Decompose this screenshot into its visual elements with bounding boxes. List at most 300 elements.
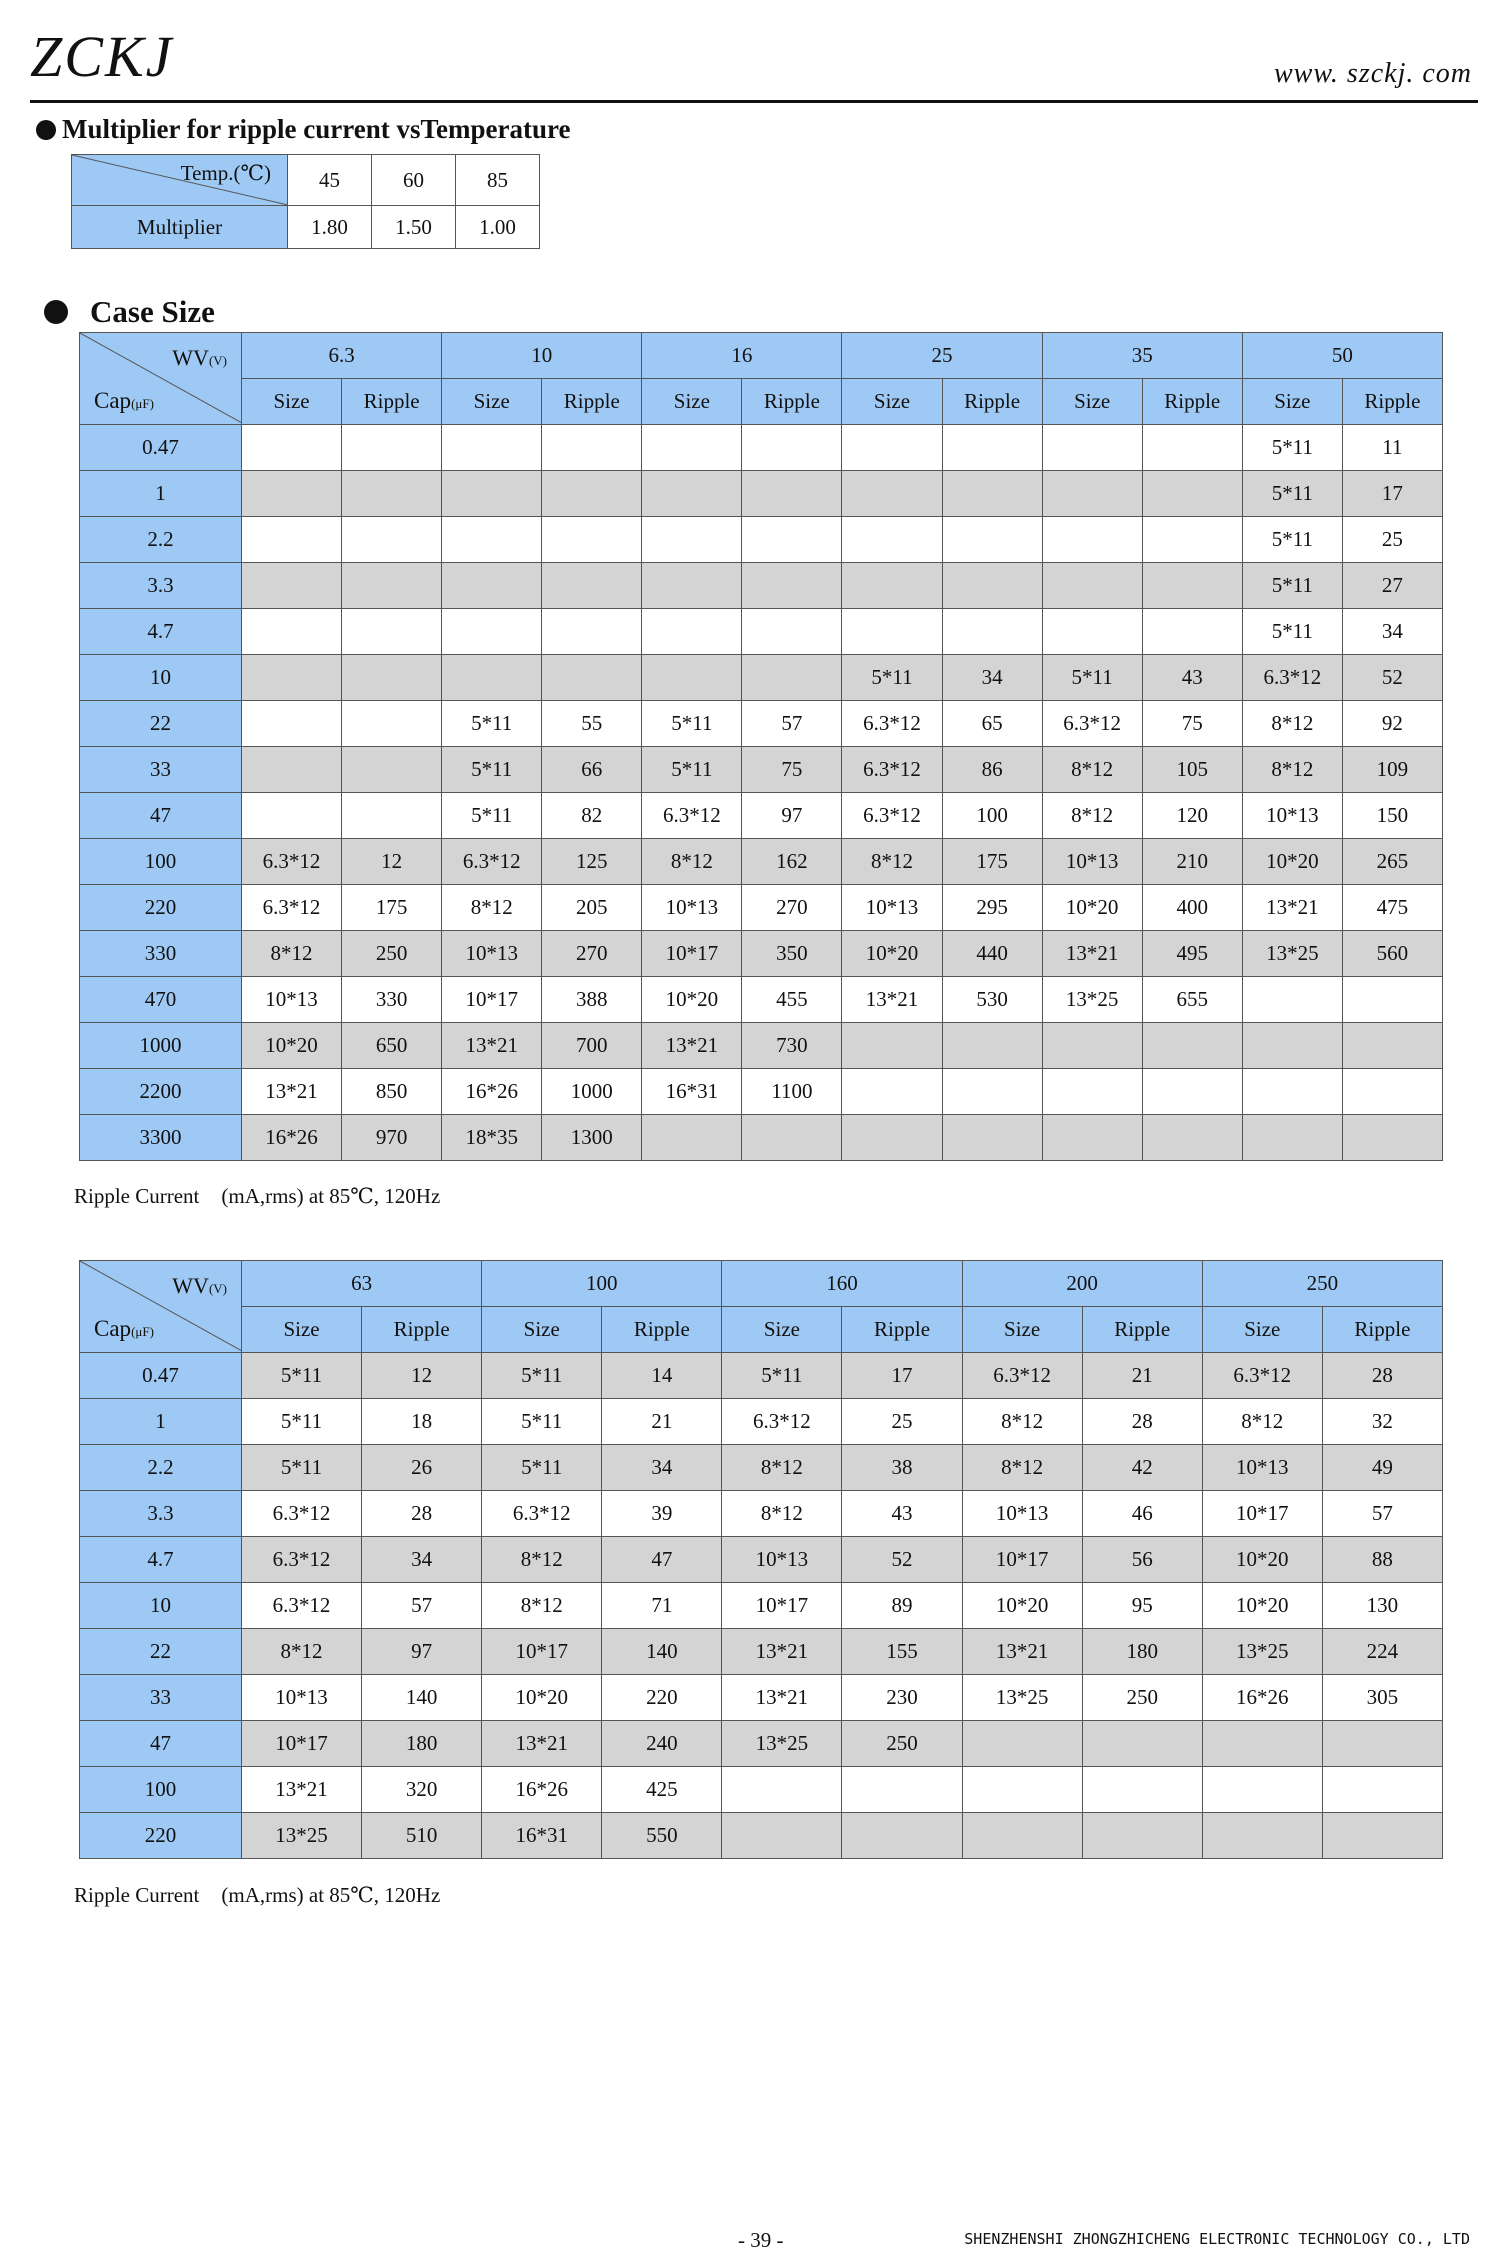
ripple-note-1	[74, 1184, 440, 1209]
ripple-cell: 109	[1342, 747, 1442, 793]
ripple-cell: 1300	[542, 1115, 642, 1161]
size-cell: 10*20	[242, 1023, 342, 1069]
capacitance-cell: 1000	[80, 1023, 242, 1069]
size-cell: 6.3*12	[1042, 701, 1142, 747]
size-column-header: Size	[642, 379, 742, 425]
ripple-cell: 18	[362, 1399, 482, 1445]
temp-cell: 45	[288, 155, 372, 206]
size-cell: 6.3*12	[482, 1491, 602, 1537]
size-cell	[242, 563, 342, 609]
table-row	[80, 1115, 1443, 1161]
ripple-cell	[342, 609, 442, 655]
table-row	[80, 517, 1443, 563]
size-column-header: Size	[482, 1307, 602, 1353]
size-cell: 6.3*12	[242, 839, 342, 885]
ripple-cell	[942, 1069, 1042, 1115]
ripple-note-label: Ripple Current	[74, 1184, 200, 1208]
ripple-cell: 52	[842, 1537, 962, 1583]
size-column-header: Size	[1202, 1307, 1322, 1353]
capacitance-cell: 100	[80, 1767, 242, 1813]
ripple-cell: 250	[1082, 1675, 1202, 1721]
ripple-cell: 700	[542, 1023, 642, 1069]
size-cell: 13*21	[842, 977, 942, 1023]
ripple-cell	[1142, 1115, 1242, 1161]
ripple-cell: 305	[1322, 1675, 1442, 1721]
table-row	[80, 977, 1443, 1023]
size-cell	[442, 609, 542, 655]
size-cell: 10*20	[962, 1583, 1082, 1629]
company-name: SHENZHENSHI ZHONGZHICHENG ELECTRONIC TECHNOLOGY CO., LTD	[964, 2230, 1470, 2248]
ripple-cell	[542, 655, 642, 701]
ripple-cell	[1142, 1069, 1242, 1115]
size-cell: 10*20	[1202, 1583, 1322, 1629]
size-cell: 5*11	[242, 1445, 362, 1491]
header-divider	[30, 100, 1478, 103]
size-cell: 8*12	[962, 1445, 1082, 1491]
ripple-cell	[742, 471, 842, 517]
capacitance-cell: 2200	[80, 1069, 242, 1115]
ripple-cell: 230	[842, 1675, 962, 1721]
ripple-cell	[1082, 1721, 1202, 1767]
table-row	[80, 1629, 1443, 1675]
size-cell: 6.3*12	[842, 793, 942, 839]
table-row	[80, 1353, 1443, 1399]
size-cell: 10*20	[482, 1675, 602, 1721]
table-row	[80, 793, 1443, 839]
ripple-cell: 295	[942, 885, 1042, 931]
ripple-cell: 650	[342, 1023, 442, 1069]
ripple-cell: 970	[342, 1115, 442, 1161]
size-cell	[242, 609, 342, 655]
wv-label	[172, 345, 227, 371]
size-cell: 10*13	[442, 931, 542, 977]
ripple-cell	[742, 563, 842, 609]
table-row	[80, 1537, 1443, 1583]
ripple-cell: 240	[602, 1721, 722, 1767]
ripple-cell: 56	[1082, 1537, 1202, 1583]
ripple-cell: 52	[1342, 655, 1442, 701]
size-cell: 6.3*12	[842, 701, 942, 747]
ripple-cell: 495	[1142, 931, 1242, 977]
bullet-icon	[36, 120, 56, 140]
size-cell	[442, 563, 542, 609]
size-cell: 8*12	[1202, 1399, 1322, 1445]
size-cell: 6.3*12	[242, 885, 342, 931]
ripple-cell: 26	[362, 1445, 482, 1491]
ripple-cell	[942, 1115, 1042, 1161]
size-cell: 10*17	[722, 1583, 842, 1629]
size-cell: 5*11	[722, 1353, 842, 1399]
ripple-cell	[542, 609, 642, 655]
size-cell: 8*12	[842, 839, 942, 885]
size-cell: 13*21	[242, 1767, 362, 1813]
capacitance-cell: 4.7	[80, 1537, 242, 1583]
ripple-cell	[942, 609, 1042, 655]
ripple-cell	[742, 517, 842, 563]
voltage-header: 200	[962, 1261, 1202, 1307]
size-cell: 5*11	[442, 701, 542, 747]
ripple-cell: 57	[1322, 1491, 1442, 1537]
table-row	[80, 1583, 1443, 1629]
size-cell	[242, 425, 342, 471]
ripple-cell: 175	[942, 839, 1042, 885]
ripple-cell: 97	[742, 793, 842, 839]
table-row	[80, 1399, 1443, 1445]
size-cell: 8*12	[242, 931, 342, 977]
multiplier-section-title	[36, 114, 570, 145]
voltage-header: 50	[1242, 333, 1442, 379]
website-url: www. szckj. com	[1273, 58, 1472, 89]
size-cell: 6.3*12	[842, 747, 942, 793]
voltage-header: 100	[482, 1261, 722, 1307]
ripple-cell	[942, 517, 1042, 563]
size-cell: 5*11	[482, 1399, 602, 1445]
ripple-column-header: Ripple	[742, 379, 842, 425]
size-cell: 10*17	[482, 1629, 602, 1675]
ripple-cell: 250	[342, 931, 442, 977]
multiplier-table	[71, 154, 540, 249]
size-cell	[1042, 1115, 1142, 1161]
ripple-cell: 105	[1142, 747, 1242, 793]
size-cell	[842, 517, 942, 563]
ripple-cell: 400	[1142, 885, 1242, 931]
size-cell: 13*21	[242, 1069, 342, 1115]
ripple-cell: 125	[542, 839, 642, 885]
cap-label	[94, 388, 154, 414]
size-cell: 16*26	[482, 1767, 602, 1813]
cap-unit: (μF)	[131, 396, 154, 411]
capacitance-cell: 22	[80, 701, 242, 747]
ripple-column-header: Ripple	[362, 1307, 482, 1353]
ripple-cell	[542, 517, 642, 563]
ripple-cell	[342, 793, 442, 839]
size-cell: 13*21	[1242, 885, 1342, 931]
ripple-cell: 32	[1322, 1399, 1442, 1445]
size-cell: 8*12	[722, 1445, 842, 1491]
ripple-cell: 180	[1082, 1629, 1202, 1675]
size-cell: 13*21	[482, 1721, 602, 1767]
size-cell: 8*12	[1242, 747, 1342, 793]
ripple-cell: 440	[942, 931, 1042, 977]
multiplier-title-text: Multiplier for ripple current vsTemperature	[62, 114, 571, 144]
ripple-cell: 530	[942, 977, 1042, 1023]
temp-cell: 60	[372, 155, 456, 206]
size-cell	[642, 517, 742, 563]
capacitance-cell: 4.7	[80, 609, 242, 655]
ripple-cell	[542, 425, 642, 471]
ripple-column-header: Ripple	[342, 379, 442, 425]
size-cell: 6.3*12	[242, 1583, 362, 1629]
ripple-cell	[942, 563, 1042, 609]
size-cell	[1042, 471, 1142, 517]
size-cell: 10*17	[442, 977, 542, 1023]
voltage-header: 35	[1042, 333, 1242, 379]
cap-label	[94, 1316, 154, 1342]
ripple-cell	[342, 517, 442, 563]
ripple-cell: 25	[1342, 517, 1442, 563]
size-cell: 5*11	[442, 793, 542, 839]
ripple-cell: 510	[362, 1813, 482, 1859]
size-cell	[842, 563, 942, 609]
size-cell	[722, 1767, 842, 1813]
capacitance-cell: 220	[80, 885, 242, 931]
size-column-header: Size	[1042, 379, 1142, 425]
size-column-header: Size	[722, 1307, 842, 1353]
ripple-column-header: Ripple	[1142, 379, 1242, 425]
ripple-cell: 17	[842, 1353, 962, 1399]
ripple-note-condition: (mA,rms) at 85℃, 120Hz	[221, 1184, 441, 1208]
ripple-cell: 162	[742, 839, 842, 885]
size-cell	[642, 425, 742, 471]
ripple-cell: 425	[602, 1767, 722, 1813]
ripple-cell: 155	[842, 1629, 962, 1675]
ripple-cell	[842, 1767, 962, 1813]
ripple-cell: 224	[1322, 1629, 1442, 1675]
ripple-cell: 120	[1142, 793, 1242, 839]
ripple-cell: 46	[1082, 1491, 1202, 1537]
size-cell	[1042, 563, 1142, 609]
capacitance-cell: 33	[80, 747, 242, 793]
ripple-cell: 330	[342, 977, 442, 1023]
size-cell	[842, 425, 942, 471]
size-cell: 13*21	[642, 1023, 742, 1069]
size-cell: 16*26	[442, 1069, 542, 1115]
ripple-cell: 475	[1342, 885, 1442, 931]
ripple-cell	[1142, 1023, 1242, 1069]
size-cell: 6.3*12	[962, 1353, 1082, 1399]
cap-unit: (μF)	[131, 1324, 154, 1339]
ripple-cell: 86	[942, 747, 1042, 793]
table-row	[80, 931, 1443, 977]
ripple-cell: 205	[542, 885, 642, 931]
size-cell: 13*25	[242, 1813, 362, 1859]
size-cell	[242, 471, 342, 517]
size-cell: 5*11	[1242, 517, 1342, 563]
capacitance-cell: 33	[80, 1675, 242, 1721]
ripple-cell: 55	[542, 701, 642, 747]
size-cell: 10*17	[642, 931, 742, 977]
wv-label	[172, 1273, 227, 1299]
size-cell	[842, 1023, 942, 1069]
capacitance-cell: 330	[80, 931, 242, 977]
capacitance-cell: 0.47	[80, 425, 242, 471]
size-cell	[1202, 1767, 1322, 1813]
ripple-cell: 455	[742, 977, 842, 1023]
size-cell	[642, 471, 742, 517]
temp-cell: 85	[456, 155, 540, 206]
size-cell	[842, 609, 942, 655]
ripple-cell: 34	[602, 1445, 722, 1491]
ripple-cell	[1322, 1767, 1442, 1813]
temp-label: Temp.(℃)	[180, 161, 271, 185]
size-column-header: Size	[442, 379, 542, 425]
ripple-cell: 34	[942, 655, 1042, 701]
ripple-cell: 655	[1142, 977, 1242, 1023]
capacitance-cell: 220	[80, 1813, 242, 1859]
ripple-cell	[342, 471, 442, 517]
ripple-cell	[942, 1023, 1042, 1069]
size-cell: 8*12	[1042, 747, 1142, 793]
size-cell: 10*17	[1202, 1491, 1322, 1537]
wv-cap-corner-header	[80, 1261, 242, 1353]
ripple-note-label: Ripple Current	[74, 1883, 200, 1907]
ripple-cell: 140	[362, 1675, 482, 1721]
size-cell: 13*21	[722, 1675, 842, 1721]
ripple-column-header: Ripple	[1082, 1307, 1202, 1353]
ripple-cell	[1322, 1813, 1442, 1859]
ripple-cell: 27	[1342, 563, 1442, 609]
wv-cap-corner-header	[80, 333, 242, 425]
capacitance-cell: 22	[80, 1629, 242, 1675]
voltage-header: 250	[1202, 1261, 1442, 1307]
size-cell: 5*11	[642, 747, 742, 793]
size-cell: 5*11	[1242, 563, 1342, 609]
ripple-column-header: Ripple	[1322, 1307, 1442, 1353]
table-row	[80, 1491, 1443, 1537]
size-cell: 8*12	[482, 1537, 602, 1583]
size-cell: 10*13	[1202, 1445, 1322, 1491]
size-cell: 8*12	[442, 885, 542, 931]
ripple-cell	[742, 1115, 842, 1161]
size-cell: 13*25	[1042, 977, 1142, 1023]
ripple-cell: 57	[742, 701, 842, 747]
ripple-cell: 57	[362, 1583, 482, 1629]
ripple-cell	[842, 1813, 962, 1859]
ripple-cell: 14	[602, 1353, 722, 1399]
size-cell	[242, 701, 342, 747]
size-cell: 5*11	[1242, 471, 1342, 517]
size-cell: 13*25	[1242, 931, 1342, 977]
ripple-cell: 88	[1322, 1537, 1442, 1583]
size-cell	[242, 517, 342, 563]
size-cell	[242, 747, 342, 793]
table-row	[80, 1767, 1443, 1813]
ripple-cell: 11	[1342, 425, 1442, 471]
table-row	[80, 1675, 1443, 1721]
size-cell: 5*11	[482, 1353, 602, 1399]
table-row	[80, 1023, 1443, 1069]
size-cell	[722, 1813, 842, 1859]
ripple-cell	[1082, 1767, 1202, 1813]
ripple-cell: 130	[1322, 1583, 1442, 1629]
wv-label-text: WV	[172, 1273, 209, 1298]
ripple-cell	[1342, 1023, 1442, 1069]
capacitance-cell: 47	[80, 1721, 242, 1767]
size-cell: 10*20	[642, 977, 742, 1023]
voltage-header: 16	[642, 333, 842, 379]
ripple-cell: 95	[1082, 1583, 1202, 1629]
ripple-cell	[342, 655, 442, 701]
table-row	[80, 885, 1443, 931]
ripple-cell: 150	[1342, 793, 1442, 839]
ripple-cell: 265	[1342, 839, 1442, 885]
ripple-cell: 34	[362, 1537, 482, 1583]
ripple-cell: 270	[742, 885, 842, 931]
ripple-cell	[1082, 1813, 1202, 1859]
ripple-cell: 75	[1142, 701, 1242, 747]
ripple-cell	[1322, 1721, 1442, 1767]
ripple-cell	[342, 563, 442, 609]
ripple-cell: 550	[602, 1813, 722, 1859]
multiplier-corner-header	[72, 155, 288, 206]
capacitance-cell: 1	[80, 1399, 242, 1445]
size-cell	[242, 655, 342, 701]
ripple-cell: 180	[362, 1721, 482, 1767]
size-cell	[842, 471, 942, 517]
size-cell: 5*11	[1242, 609, 1342, 655]
size-cell: 10*20	[842, 931, 942, 977]
multiplier-cell: 1.50	[372, 206, 456, 249]
size-cell	[442, 517, 542, 563]
cap-label-text: Cap	[94, 388, 132, 413]
bullet-icon	[44, 300, 68, 324]
size-cell	[1042, 609, 1142, 655]
table-row	[80, 1721, 1443, 1767]
ripple-cell: 21	[602, 1399, 722, 1445]
ripple-cell: 220	[602, 1675, 722, 1721]
ripple-cell: 12	[342, 839, 442, 885]
size-cell: 8*12	[1042, 793, 1142, 839]
ripple-cell: 25	[842, 1399, 962, 1445]
ripple-cell: 28	[1082, 1399, 1202, 1445]
ripple-cell: 560	[1342, 931, 1442, 977]
size-cell: 10*17	[962, 1537, 1082, 1583]
ripple-cell	[342, 425, 442, 471]
multiplier-cell: 1.00	[456, 206, 540, 249]
ripple-cell: 92	[1342, 701, 1442, 747]
cap-label-text: Cap	[94, 1316, 132, 1341]
table-row	[80, 1813, 1443, 1859]
capacitance-cell: 10	[80, 655, 242, 701]
ripple-cell: 350	[742, 931, 842, 977]
case-size-table-1	[79, 332, 1443, 1161]
ripple-cell: 100	[942, 793, 1042, 839]
ripple-cell	[1342, 977, 1442, 1023]
size-column-header: Size	[242, 1307, 362, 1353]
size-cell	[842, 1069, 942, 1115]
ripple-cell: 42	[1082, 1445, 1202, 1491]
size-cell: 10*13	[242, 1675, 362, 1721]
size-cell: 10*20	[1202, 1537, 1322, 1583]
ripple-cell: 1100	[742, 1069, 842, 1115]
size-cell: 5*11	[482, 1445, 602, 1491]
size-cell: 13*25	[722, 1721, 842, 1767]
size-cell: 10*13	[1242, 793, 1342, 839]
size-cell: 10*13	[842, 885, 942, 931]
capacitance-cell: 10	[80, 1583, 242, 1629]
ripple-cell: 49	[1322, 1445, 1442, 1491]
size-cell	[1242, 1023, 1342, 1069]
size-cell: 5*11	[1242, 425, 1342, 471]
size-cell	[242, 793, 342, 839]
table-row	[80, 425, 1443, 471]
size-cell	[962, 1721, 1082, 1767]
ripple-cell: 39	[602, 1491, 722, 1537]
voltage-header: 63	[242, 1261, 482, 1307]
capacitance-cell: 47	[80, 793, 242, 839]
capacitance-cell: 3.3	[80, 1491, 242, 1537]
size-cell: 10*13	[962, 1491, 1082, 1537]
size-cell: 10*13	[642, 885, 742, 931]
ripple-cell: 43	[842, 1491, 962, 1537]
ripple-cell: 175	[342, 885, 442, 931]
ripple-column-header: Ripple	[542, 379, 642, 425]
size-cell: 10*17	[242, 1721, 362, 1767]
size-cell: 5*11	[442, 747, 542, 793]
size-cell	[1042, 1023, 1142, 1069]
size-cell: 8*12	[1242, 701, 1342, 747]
size-column-header: Size	[1242, 379, 1342, 425]
